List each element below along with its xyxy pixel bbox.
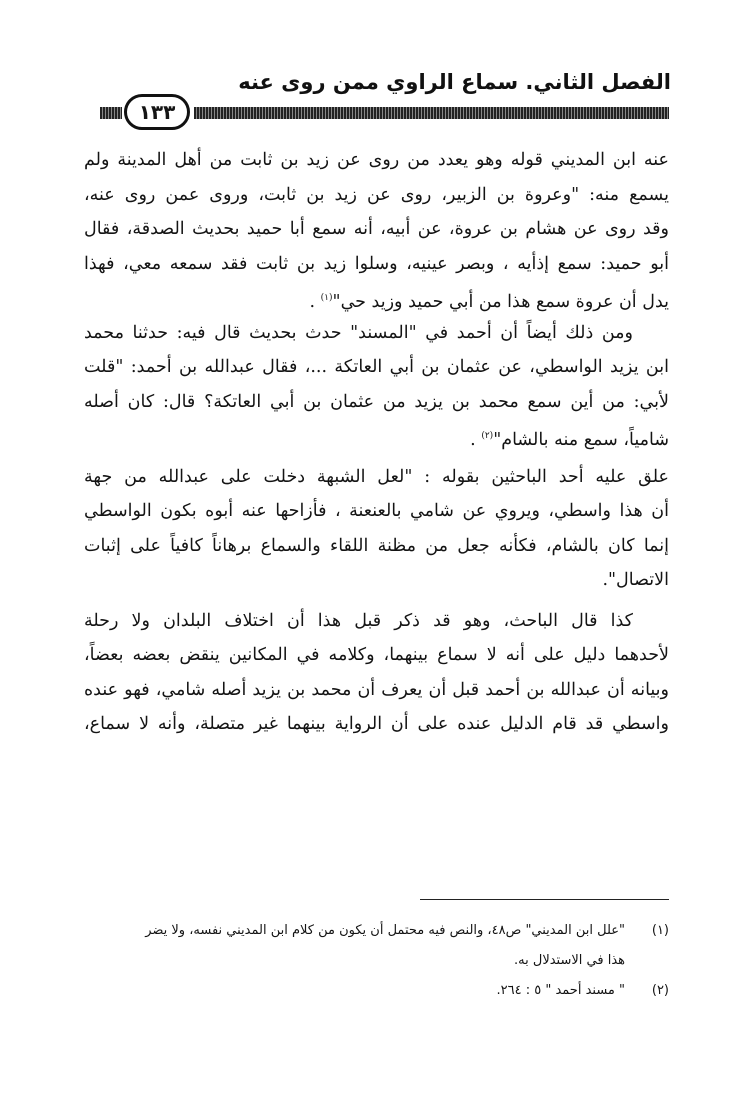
header-rule: [194, 107, 669, 119]
footnote-text-continued: هذا في الاستدلال به.: [514, 953, 625, 968]
footnote-ref: (١): [320, 293, 333, 303]
text-line: كذا قال الباحث، وهو قد ذكر قبل هذا أن اختلاف البلدان ولا رحلة: [84, 610, 633, 631]
text-line: واسطي قد قام الدليل عنده على أن الرواية بينهما غير متصلة، وأنه لا سماع،: [84, 714, 669, 734]
text-line: لأحدهما دليل على أنه لا سماع بينهما، وكلامه في المكانين ينقض بعضه بعضاً،: [84, 645, 669, 665]
footnote-ref: (٢): [481, 431, 494, 441]
footnote-text: "علل ابن المديني" ص٤٨، والنص فيه محتمل أن يكون من كلام ابن المديني نفسه، ولا يضر: [145, 923, 625, 938]
footnote-number: (٢): [651, 983, 669, 998]
text-line: إنما كان بالشام، فكأنه جعل من مظنة اللقاء والسماع برهاناً كافياً على إثبات: [84, 535, 669, 556]
chapter-title: الفصل الثاني. سماع الراوي ممن روى عنه: [238, 70, 671, 94]
header-rule-left: [100, 107, 122, 119]
text-line: لأبي: من أين سمع محمد بن يزيد من عثمان بن أبي العاتكة؟ قال: كان أصله: [84, 391, 669, 412]
line-text: شامياً، سمع منه بالشام": [493, 429, 669, 450]
page-number: ١٣٣: [124, 94, 190, 130]
footnote-text: " مسند أحمد " ٥ : ٢٦٤.: [496, 983, 625, 998]
line-text: يدل أن عروة سمع هذا من أبي حميد وزيد حي": [332, 291, 669, 312]
text-line: ابن يزيد الواسطي، عن عثمان بن أبي العاتكة ...، فقال عبدالله بن أحمد: "قلت: [84, 357, 669, 377]
footnote-item: [84, 916, 669, 946]
footnote-number: (١): [651, 923, 669, 938]
body-text: [84, 143, 669, 742]
text-line: عنه ابن المديني قوله وهو يعدد من روى عن زيد بن ثابت من أهل المدينة ولم: [84, 150, 669, 170]
text-line: وبيانه أن عبدالله بن أحمد قبل أن يعرف أن محمد بن يزيد أصله شامي، فهو عنده: [84, 679, 669, 700]
text-line: ومن ذلك أيضاً أن أحمد في "المسند" حدث بحديث قال فيه: حدثنا محمد: [84, 322, 633, 343]
text-line: شامياً، سمع منه بالشام"$^{(٢)}$ .: [470, 429, 669, 450]
footnote-item: [84, 976, 669, 1006]
text-line: وقد روى عن هشام بن عروة، عن أبيه، أنه سمع أبا حميد بحديث الصدقة، فقال: [84, 219, 669, 239]
text-line: يدل أن عروة سمع هذا من أبي حميد وزيد حي"$^{(١)}$ .: [309, 291, 669, 312]
footnotes: [84, 916, 669, 1006]
text-line: يسمع منه: "وعروة بن الزبير، روى عن زيد بن ثابت، وروى عمن روى عنه،: [84, 184, 669, 205]
text-line: أبو حميد: سمع إذأيه ، وبصر عينيه، وسلوا زيد بن ثابت فقد سمعه معي، فهذا: [84, 253, 669, 274]
text-line: علق عليه أحد الباحثين بقوله : "لعل الشبهة دخلت على عبدالله من جهة: [84, 466, 669, 487]
footnote-separator: [420, 899, 669, 900]
text-line: الاتصال".: [602, 570, 669, 590]
text-line: أن هذا واسطي، ويروي عن شامي بالعنعنة ، فأزاحها عنه أبوه بكون الواسطي: [84, 501, 669, 521]
